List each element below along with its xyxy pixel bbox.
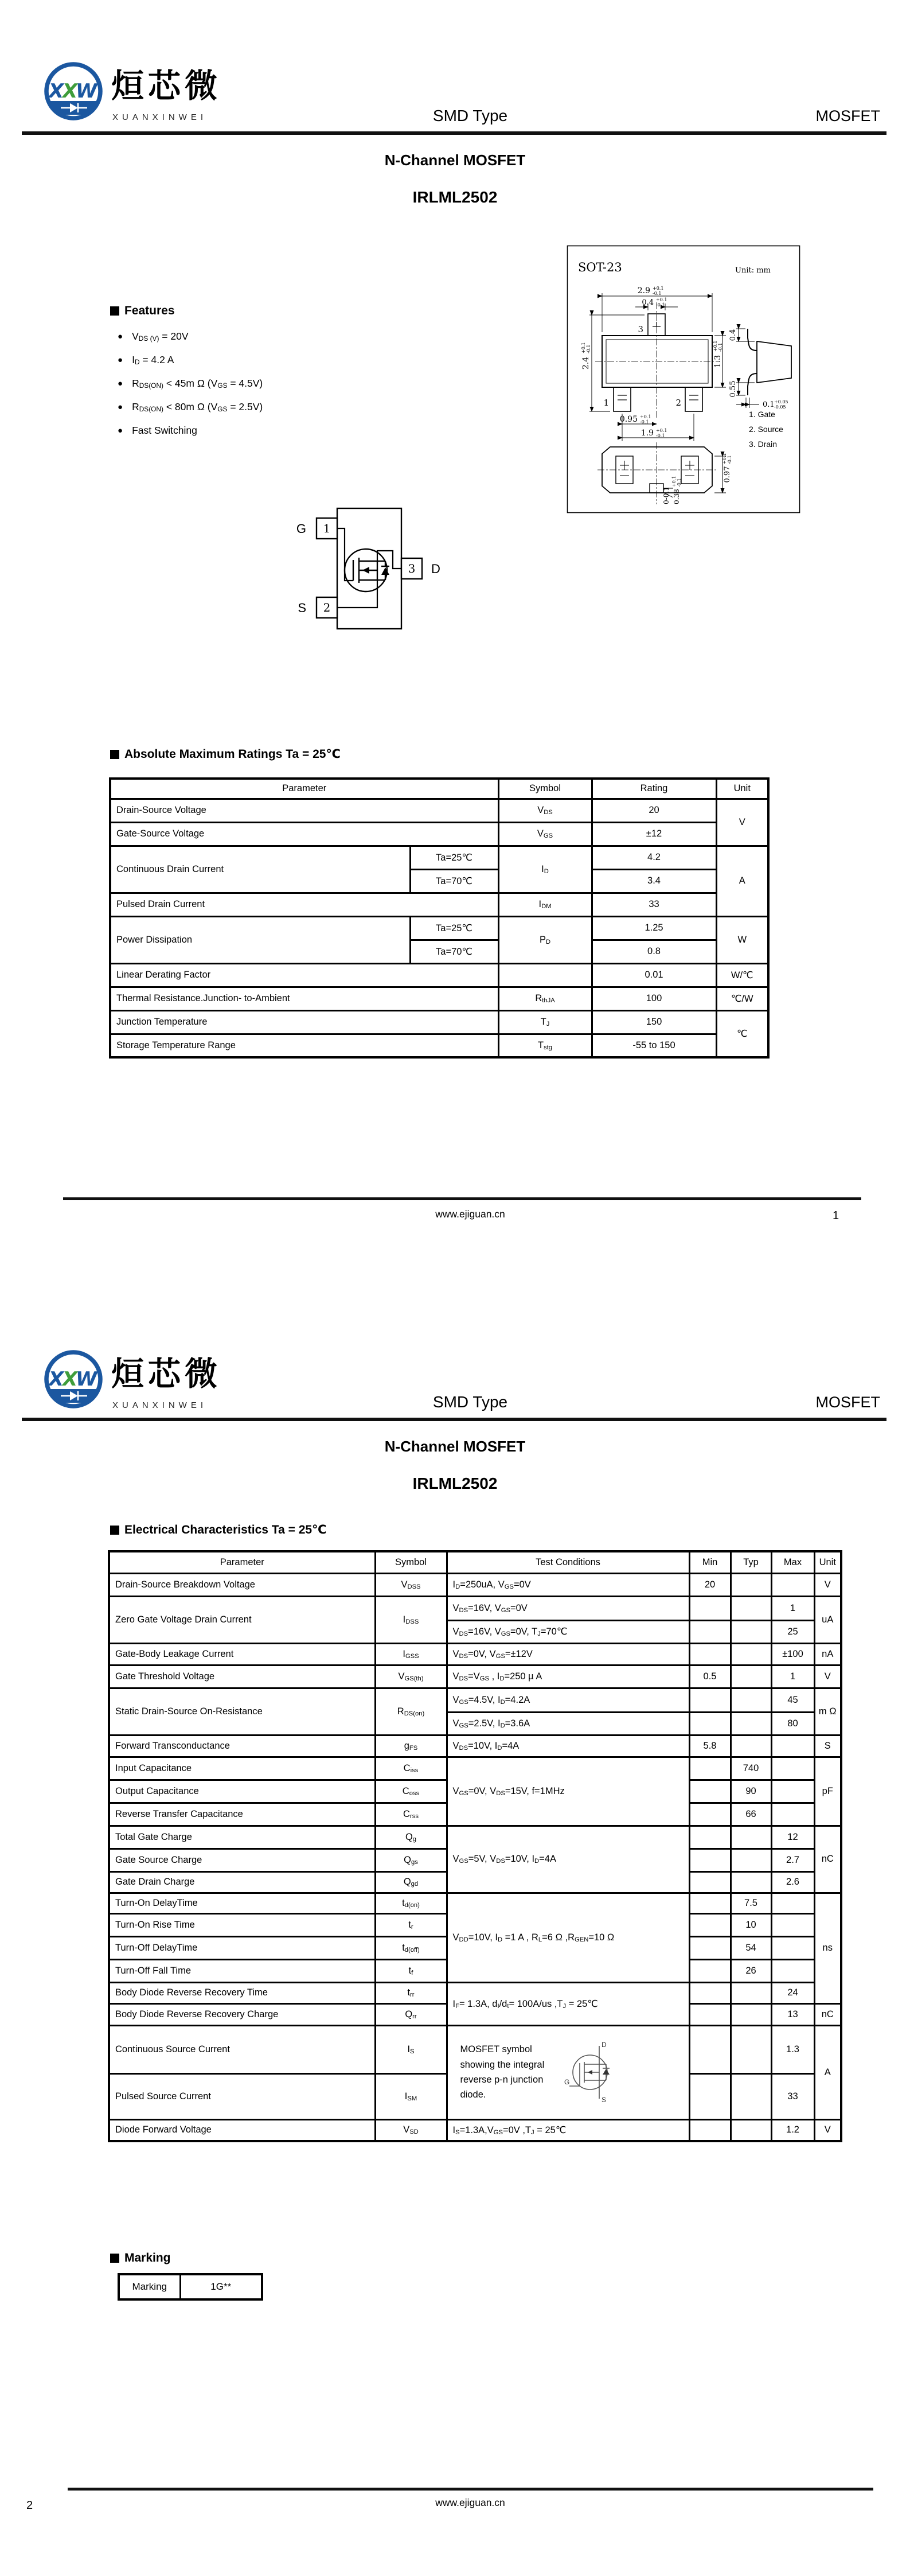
table-cell: Ta=70℃ [410,940,498,963]
column-header: Rating [592,779,716,799]
table-cell: pF [814,1757,841,1826]
table-cell [731,2003,771,2025]
table-cell: 1.2 [771,2119,814,2141]
table-cell [689,1780,731,1803]
data-table [109,777,770,1059]
dim-label: 0.95 [619,415,638,424]
doc-title: N-Channel MOSFET [384,1438,526,1455]
marking-table [118,2273,263,2301]
header-mosfet: MOSFET [815,1394,880,1411]
table-cell [447,2025,689,2119]
table-cell: $V_{DS}=0V$, $V_{GS}=\pm 12V$ [447,1643,689,1665]
dim-tol: +0.1 [653,286,664,291]
logo-letter: X [63,1368,78,1391]
table-cell: 2.6 [771,1871,814,1893]
package-drawing [567,245,800,513]
data-table [108,1550,842,2142]
column-header: Parameter [109,1551,375,1573]
footer-rule [63,1197,861,1200]
feature-item: ● $R_{DS(ON)} < 45m$ Ω $(V_{GS} = 4.5V)$ [118,378,263,390]
table-cell: Turn-Off DelayTime [109,1936,375,1959]
dim-label: 2.4 [581,356,591,370]
table-cell: $R_{thJA}$ [498,987,592,1010]
table-cell [689,2025,731,2073]
table-cell [731,1712,771,1735]
table-cell: 66 [731,1803,771,1826]
table-cell: 24 [771,1982,814,2003]
brand-logo [41,56,236,154]
feature-item: ● $I_D = 4.2$ A [118,354,174,367]
header-mosfet: MOSFET [815,107,880,124]
feature-item: ● $V_{DS (V)} = 20V$ [118,330,189,343]
table-cell: 1 [771,1665,814,1688]
table-cell [731,1665,771,1688]
table-cell: Storage Temperature Range [110,1034,498,1057]
pin-label-source: S [298,601,306,615]
table-cell [731,1688,771,1712]
column-header: Test Conditions [447,1551,689,1573]
table-cell: 100 [592,987,716,1010]
bullet-icon: ● [118,426,123,435]
table-cell: $I_F= 1.3A$, $d_I/d_t= 100A/us$ $,T_J$ = 25℃ [447,1982,689,2025]
table-cell: Output Capacitance [109,1780,375,1803]
dim-tol: -0.1 [656,433,665,438]
electrical-table-container [108,1550,842,2142]
table-cell: Pulsed Source Current [109,2073,375,2119]
table-cell: Body Diode Reverse Recovery Charge [109,2003,375,2025]
header-smd-type: SMD Type [432,107,508,124]
brand-name-en: XUANXINWEI [112,112,208,122]
table-cell [731,2025,771,2073]
table-cell: 740 [731,1757,771,1780]
table-cell [689,1893,731,1913]
dim-label: 1.3 [713,355,722,368]
doc-title: N-Channel MOSFET [384,151,526,169]
column-header: Max [771,1551,814,1573]
pad-number: 3 [408,562,416,575]
dim-label: 0.97 [723,466,732,483]
table-cell: 1.3 [771,2025,814,2073]
table-cell [498,963,592,987]
section-marker-icon [110,1526,119,1535]
page-number: 1 [833,1209,839,1222]
abs-max-table-container [109,777,770,1059]
table-cell: 33 [592,893,716,916]
table-cell: $R_{DS(on)}$ [375,1688,447,1735]
table-cell: $P_D$ [498,916,592,963]
table-cell: Zero Gate Voltage Drain Current [109,1596,375,1643]
dim-label: 2.9 [637,286,650,295]
unit-label: Unit: mm [735,266,771,275]
table-cell: V [814,1573,841,1596]
table-cell: $V_{DS}$ [498,799,592,822]
column-header: Min [689,1551,731,1573]
table-cell: Power Dissipation [110,916,410,963]
bullet-icon: ● [118,332,123,341]
column-header: Typ [731,1551,771,1573]
table-cell: $I_{SM}$ [375,2073,447,2119]
dim-tol: -0.05 [774,404,786,410]
table-cell: ℃ [716,1010,768,1057]
table-cell: W/℃ [716,963,768,987]
bullet-icon: ● [118,355,123,365]
table-cell: 0.5 [689,1665,731,1688]
dim-tol: -0.1 [656,302,665,308]
table-cell: Gate Drain Charge [109,1871,375,1893]
table-cell: ±100 [771,1643,814,1665]
table-cell: $V_{GS}=0V$, $V_{DS}=15V$, f=1MHz [447,1757,689,1826]
table-cell [689,1826,731,1849]
brand-name-cn: 烜芯微 [111,67,221,105]
pin-number: 3 [638,324,643,334]
table-cell: V [814,2119,841,2141]
table-cell: Continuous Source Current [109,2025,375,2073]
mosfet-note: MOSFET symbol showing the integral reverse p-n junction diode. [460,2044,545,2100]
table-cell [689,1757,731,1780]
dim-label: 1.9 [640,429,654,438]
table-cell: ℃/W [716,987,768,1010]
logo-letter: W [76,80,97,103]
table-cell: $V_{SD}$ [375,2119,447,2141]
table-cell: Input Capacitance [109,1757,375,1780]
table-cell: Turn-On DelayTime [109,1893,375,1913]
table-cell [689,1596,731,1620]
table-cell [689,1913,731,1936]
table-cell: 5.8 [689,1735,731,1757]
table-cell: Turn-On Rise Time [109,1913,375,1936]
table-cell: Static Drain-Source On-Resistance [109,1688,375,1735]
table-cell: $V_{DS}=V_{GS}$ , $I_D=250$ µ A [447,1665,689,1688]
table-cell [689,1643,731,1665]
table-cell: $T_{stg}$ [498,1034,592,1057]
table-cell: Ta=25℃ [410,916,498,940]
table-cell: Gate Threshold Voltage [109,1665,375,1688]
table-cell: 4.2 [592,846,716,869]
table-cell: $I_S$ [375,2025,447,2073]
table-cell: A [814,2025,841,2119]
table-cell: $V_{DS}=10V$, $I_D=4A$ [447,1735,689,1757]
table-cell: nA [814,1643,841,1665]
table-cell: $C_{rss}$ [375,1803,447,1826]
table-cell: Gate Source Charge [109,1849,375,1871]
table-cell: 0.8 [592,940,716,963]
dim-tol: +0.1 [581,342,586,353]
mosfet-note-cell [450,2038,686,2107]
pin-number: 1 [603,398,609,408]
header-rule [22,1418,886,1421]
table-cell: Linear Derating Factor [110,963,498,987]
table-cell: Gate-Source Voltage [110,822,498,846]
table-cell: $Q_{rr}$ [375,2003,447,2025]
table-cell: 20 [689,1573,731,1596]
table-cell: m Ω [814,1688,841,1735]
header-rule [22,131,886,135]
section-marker-icon [110,306,119,316]
table-cell: Thermal Resistance.Junction- to-Ambient [110,987,498,1010]
part-number: IRLML2502 [412,1474,498,1492]
pad-number: 1 [323,522,331,535]
table-cell [689,1849,731,1871]
table-cell: 1.25 [592,916,716,940]
feature-item: ● $R_{DS(ON)} < 80m$ Ω $(V_{GS} = 2.5V)$ [118,401,263,414]
table-cell: Forward Transconductance [109,1735,375,1757]
table-cell [689,1871,731,1893]
table-cell: $Q_g$ [375,1826,447,1849]
footer-url: www.ejiguan.cn [435,1208,505,1220]
table-cell: $V_{GS}=5V$, $V_{DS}=10V$, $I_D=4A$ [447,1826,689,1893]
table-cell [731,1826,771,1849]
dim-label: 0.55 [729,380,737,398]
dim-tol: +0.1 [713,340,718,352]
table-cell [689,1712,731,1735]
table-cell: Total Gate Charge [109,1826,375,1849]
table-cell [689,1936,731,1959]
table-cell [731,1871,771,1893]
package-name: SOT-23 [578,260,622,274]
table-cell [689,1959,731,1982]
table-cell: $V_{GS}$ [498,822,592,846]
mos-label-d: D [601,2041,607,2049]
table-cell [771,1573,814,1596]
table-cell: Ta=70℃ [410,869,498,893]
brand-name-en: XUANXINWEI [112,1400,208,1410]
table-cell: Diode Forward Voltage [109,2119,375,2141]
logo-letter: X [49,1368,64,1391]
dim-label: 0.4 [642,298,654,307]
section-marker-icon [110,750,119,759]
table-cell: $t_f$ [375,1959,447,1982]
table-cell [771,1913,814,1936]
dim-tol: +0.1 [640,414,651,419]
column-header: Symbol [498,779,592,799]
dim-label: 0.38 [673,489,681,504]
table-cell [689,1803,731,1826]
table-cell: 3.4 [592,869,716,893]
table-cell: Drain-Source Breakdown Voltage [109,1573,375,1596]
table-cell: $V_{DD}=10V$, $I_D =1$ A , $R_L=6$ Ω $,R_{GEN}=10$ Ω [447,1893,689,1982]
dim-label: 0.4 [729,329,737,341]
table-cell: 45 [771,1688,814,1712]
column-header: Parameter [110,779,498,799]
table-cell: $t_{d(on)}$ [375,1893,447,1913]
mos-label-g: G [564,2078,569,2086]
table-cell: Body Diode Reverse Recovery Time [109,1982,375,2003]
table-cell [771,1803,814,1826]
table-cell [731,1982,771,2003]
table-cell: $I_S=1.3A,V_{GS}=0V$ $,T_J$ = 25℃ [447,2119,689,2141]
table-cell: $V_{GS}=2.5V$, $I_D=3.6A$ [447,1712,689,1735]
table-cell: 150 [592,1010,716,1034]
pin-label-drain: D [431,562,440,576]
table-cell: $t_{rr}$ [375,1982,447,2003]
dim-tol: -0.1 [640,419,649,425]
pin-legend: 1. Gate [749,410,775,419]
table-cell: ±12 [592,822,716,846]
dim-label: 0.1 [763,400,775,409]
table-cell: V [814,1665,841,1688]
dim-tol: -0.1 [718,343,723,352]
column-header: Unit [814,1551,841,1573]
table-cell: -55 to 150 [592,1034,716,1057]
table-cell: $I_D$ [498,846,592,893]
table-cell [689,1982,731,2003]
table-cell [771,1757,814,1780]
footer-rule [68,2488,873,2491]
table-cell [771,1735,814,1757]
mos-label-s: S [601,2096,606,2104]
table-cell: 20 [592,799,716,822]
table-cell: 0.01 [592,963,716,987]
table-cell: $T_J$ [498,1010,592,1034]
table-cell: Drain-Source Voltage [110,799,498,822]
dim-tol: +0.1 [656,297,667,302]
feature-item: ● Fast Switching [118,425,197,436]
table-cell: $Q_{gs}$ [375,1849,447,1871]
dim-label: 0-0.1 [662,487,670,504]
column-header: Symbol [375,1551,447,1573]
bullet-icon: ● [118,379,123,388]
pin-legend: 3. Drain [749,439,778,449]
table-cell [731,1596,771,1620]
table-cell [731,1573,771,1596]
table-cell: V [716,799,768,846]
table-cell: 1 [771,1596,814,1620]
table-cell [771,1959,814,1982]
table-cell: A [716,846,768,916]
table-cell [689,1688,731,1712]
table-cell: $V_{DS}=16V$, $V_{GS}=0V$ [447,1596,689,1620]
table-cell: 2.7 [771,1849,814,1871]
brand-name-cn: 烜芯微 [111,1355,221,1393]
table-cell: $Q_{gd}$ [375,1871,447,1893]
dim-tol: -0.1 [653,291,662,296]
table-cell [731,2119,771,2141]
dim-tol: +0.1 [671,476,677,487]
dim-tol: -0.1 [677,478,682,487]
table-cell: $V_{GS}=4.5V$, $I_D=4.2A$ [447,1688,689,1712]
table-cell: $I_{DM}$ [498,893,592,916]
table-cell: ns [814,1893,841,2003]
dim-tol: -0.1 [586,344,591,353]
table-cell: 80 [771,1712,814,1735]
table-cell: $I_{GSS}$ [375,1643,447,1665]
table-cell: Continuous Drain Current [110,846,410,893]
table-cell [771,1780,814,1803]
table-cell: W [716,916,768,963]
mosfet-symbol-icon [564,2038,624,2107]
table-cell: $V_{GS(th)}$ [375,1665,447,1688]
table-cell [731,1735,771,1757]
dim-tol: -0.1 [727,455,732,464]
table-cell: 90 [731,1780,771,1803]
header-smd-type: SMD Type [432,1393,508,1411]
table-cell: $I_{DSS}$ [375,1596,447,1643]
abs-max-section-title: Absolute Maximum Ratings Ta = 25℃ [110,747,341,761]
dim-tol: +0.1 [656,428,667,433]
section-marker-icon [110,2254,119,2263]
table-cell: $C_{oss}$ [375,1780,447,1803]
footer-url: www.ejiguan.cn [435,2497,505,2508]
page-number: 2 [26,2499,33,2512]
features-section-title: Features [110,304,175,318]
pad-number: 2 [323,601,331,614]
logo-letter: X [49,80,64,103]
table-cell: Ta=25℃ [410,846,498,869]
electrical-section-title: Electrical Characteristics Ta = 25℃ [110,1523,326,1537]
table-cell: uA [814,1596,841,1643]
dim-tol: +0.05 [774,399,788,404]
part-number: IRLML2502 [412,188,498,206]
table-cell [731,1643,771,1665]
table-cell: $V_{DS}=16V$, $V_{GS}=0V$, $T_J=70℃$ [447,1620,689,1643]
table-cell: $t_{d(off)}$ [375,1936,447,1959]
bullet-icon: ● [118,402,123,412]
table-cell: Junction Temperature [110,1010,498,1034]
table-cell: 25 [771,1620,814,1643]
table-cell: $V_{DSS}$ [375,1573,447,1596]
table-cell [771,1936,814,1959]
table-cell: $t_r$ [375,1913,447,1936]
table-cell: $I_D=250uA$, $V_{GS}=0V$ [447,1573,689,1596]
table-cell: 13 [771,2003,814,2025]
table-cell: 10 [731,1913,771,1936]
marking-value: 1G** [180,2274,262,2299]
table-cell: $C_{iss}$ [375,1757,447,1780]
table-cell: 26 [731,1959,771,1982]
features-list [118,325,263,442]
marking-section-title: Marking [110,2251,171,2265]
table-cell: 7.5 [731,1893,771,1913]
table-cell [689,2003,731,2025]
table-cell: Gate-Body Leakage Current [109,1643,375,1665]
table-cell: Pulsed Drain Current [110,893,498,916]
dim-tol: +0.1 [722,453,727,464]
table-cell: Turn-Off Fall Time [109,1959,375,1982]
table-cell [689,1620,731,1643]
logo-letter: X [63,80,78,103]
column-header: Unit [716,779,768,799]
table-cell: 12 [771,1826,814,1849]
table-cell [731,2073,771,2119]
pin-label-gate: G [296,522,306,536]
table-cell: $g_{FS}$ [375,1735,447,1757]
table-cell: Reverse Transfer Capacitance [109,1803,375,1826]
pinout-diagram [280,485,479,653]
table-cell [731,1849,771,1871]
table-cell: nC [814,1826,841,1893]
logo-letter: W [76,1368,97,1391]
table-cell [771,1893,814,1913]
marking-label: Marking [119,2274,180,2299]
pin-legend: 2. Source [749,425,783,434]
table-cell: S [814,1735,841,1757]
table-cell: 33 [771,2073,814,2119]
table-cell [689,2119,731,2141]
table-cell: nC [814,2003,841,2025]
table-cell [689,2073,731,2119]
table-cell [731,1620,771,1643]
pin-number: 2 [675,398,681,408]
table-cell: 54 [731,1936,771,1959]
